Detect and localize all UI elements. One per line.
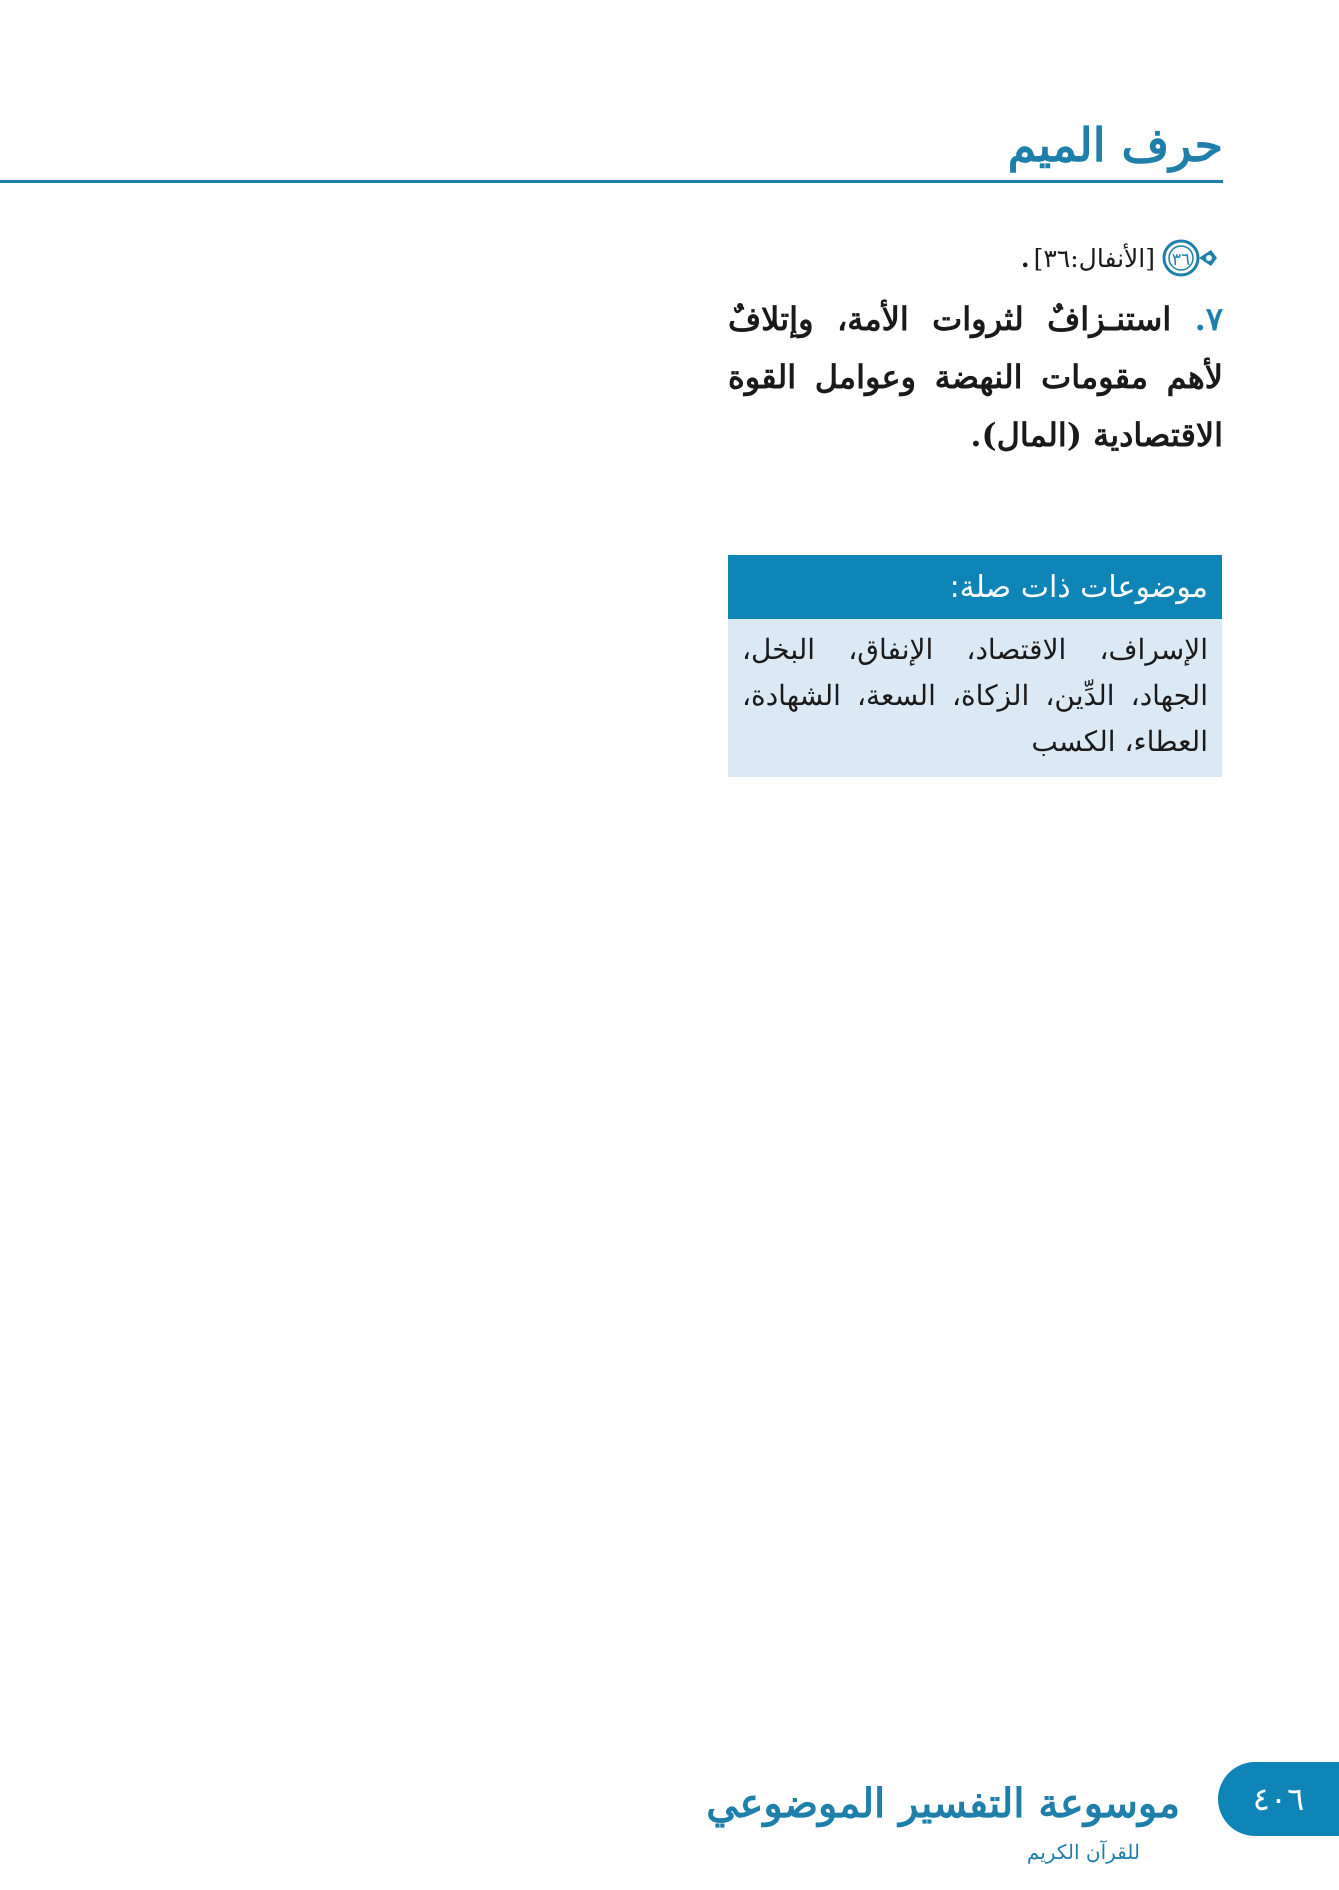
- logo-subtitle: للقرآن الكريم: [1026, 1840, 1140, 1864]
- page-number: ٤٠٦: [1218, 1762, 1339, 1836]
- point-number: ٧.: [1194, 300, 1223, 338]
- encyclopedia-logo: [706, 1770, 1180, 1880]
- chapter-title: حرف الميم: [1007, 118, 1223, 172]
- related-topics-list: الإسراف، الاقتصاد، الإنفاق، البخل، الجهاد، الدِّين، الزكاة، السعة، الشهادة، العطاء، الكسب: [728, 619, 1222, 777]
- surah-reference: [الأنفال:٣٦]: [1033, 243, 1155, 273]
- related-topics-heading: موضوعات ذات صلة:: [728, 555, 1222, 619]
- point-text: استنـزافٌ لثروات الأمة، وإتلافٌ لأهم مقومات النهضة وعوامل القوة الاقتصادية (المال).: [728, 300, 1223, 454]
- logo-title: موسوعة التفسير الموضوعي: [706, 1780, 1180, 1827]
- citation-period: .: [1020, 243, 1030, 273]
- verse-end-ornament-icon: [1159, 238, 1223, 278]
- verse-number: ٣٦: [1171, 250, 1191, 270]
- header-divider: [0, 180, 1223, 183]
- verse-citation: [728, 238, 1223, 278]
- numbered-point: [728, 290, 1223, 464]
- related-topics-box: [728, 555, 1222, 777]
